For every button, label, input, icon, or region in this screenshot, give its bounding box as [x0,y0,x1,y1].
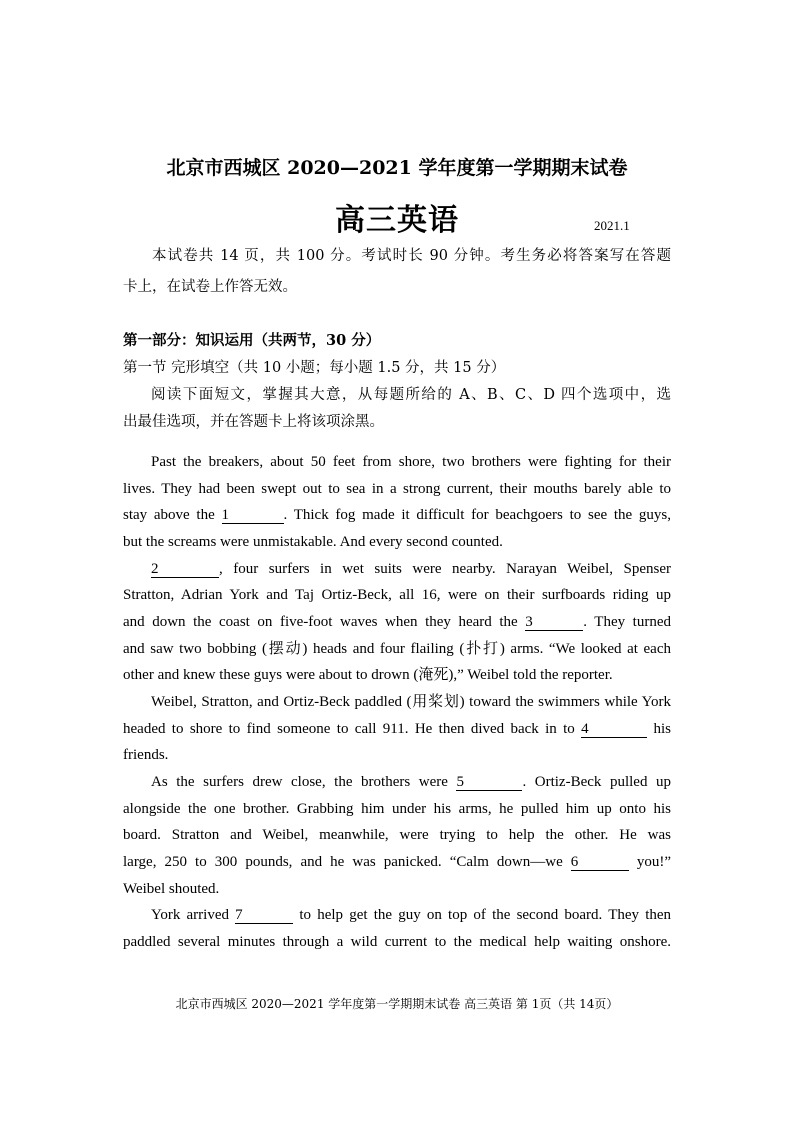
passage-text: and down the coast on five-foot waves when they heard the [123,614,518,630]
passage-line: friends. [123,747,169,763]
passage-line: alongside the one brother. Grabbing him under his arms, he pulled him up onto his [123,801,671,817]
passage-line: Weibel, Stratton, and Ortiz-Beck paddled (用桨划) toward the swimmers while York [151,694,671,710]
passage-text: . Ortiz-Beck pulled up [522,774,671,790]
exam-title: 北京市西城区 2020—2021 学年度第一学期期末试卷 [166,157,628,179]
blank-6: 6 [571,855,629,871]
passage-text: . They turned [583,614,671,630]
blank-3: 3 [525,615,583,631]
passage-line: but the screams were unmistakable. And every second counted. [123,534,503,550]
passage-line [123,613,671,631]
blank-5: 5 [456,775,522,791]
passage-line: Weibel shouted. [123,881,220,897]
passage-text: headed to shore to find someone to call 911. He then dived back in to [123,721,575,737]
section-title: 第一节 完形填空（共 10 小题；每小题 1.5 分，共 15 分） [123,360,506,376]
blank-4: 4 [581,722,647,738]
passage-text: York arrived [151,907,229,923]
passage-text: stay above the [123,507,215,523]
passage-line [123,906,671,924]
passage-text: you!” [636,854,672,870]
passage-text: large, 250 to 300 pounds, and he was panicked. “Calm down—we [123,854,563,870]
instructions-line-2: 出最佳选项，并在答题卡上将该项涂黑。 [123,414,384,430]
passage-line [123,720,671,738]
intro-line-1: 本试卷共 14 页，共 100 分。考试时长 90 分钟。考生务必将答案写在答题 [152,248,671,264]
part-heading: 第一部分：知识运用（共两节，30 分） [123,332,381,349]
passage-line [123,853,671,871]
passage-line: paddled several minutes through a wild current to the medical help waiting onshore. [123,934,671,950]
passage-text: , four surfers in wet suits were nearby. Narayan Weibel, Spenser [219,561,671,577]
passage-text: . Thick fog made it difficult for beachgoers to see the guys, [283,507,672,523]
exam-date: 2021.1 [594,218,630,233]
passage-line [123,506,671,524]
blank-7: 7 [235,908,293,924]
passage-line: Stratton, Adrian York and Taj Ortiz-Beck, all 16, were on their surfboards riding up [123,587,671,603]
intro-line-2: 卡上，在试卷上作答无效。 [123,279,297,295]
blank-2: 2 [151,562,219,578]
passage-line: lives. They had been swept out to sea in a strong current, their mouths barely able to [123,481,671,497]
passage-line: Past the breakers, about 50 feet from shore, two brothers were fighting for their [151,454,671,470]
passage-line [123,560,671,578]
passage-text: As the surfers drew close, the brothers were [151,774,448,790]
passage-text: to help get the guy on top of the second board. They then [299,907,672,923]
blank-1: 1 [222,508,284,524]
instructions-line-1: 阅读下面短文，掌握其大意，从每题所给的 A、B、C、D 四个选项中，选 [151,387,671,403]
passage-line: and saw two bobbing (摆动) heads and four flailing (扑打) arms. “We looked at each [123,641,671,657]
passage-line [123,773,671,791]
page-footer: 北京市西城区 2020—2021 学年度第一学期期末试卷 高三英语 第 1页（共 14页） [175,997,619,1011]
passage-line: other and knew these guys were about to drown (淹死),” Weibel told the reporter. [123,667,613,683]
passage-text: his [653,721,672,737]
passage-line: board. Stratton and Weibel, meanwhile, were trying to help the other. He was [123,827,671,843]
subject-title: 高三英语 [335,203,459,238]
